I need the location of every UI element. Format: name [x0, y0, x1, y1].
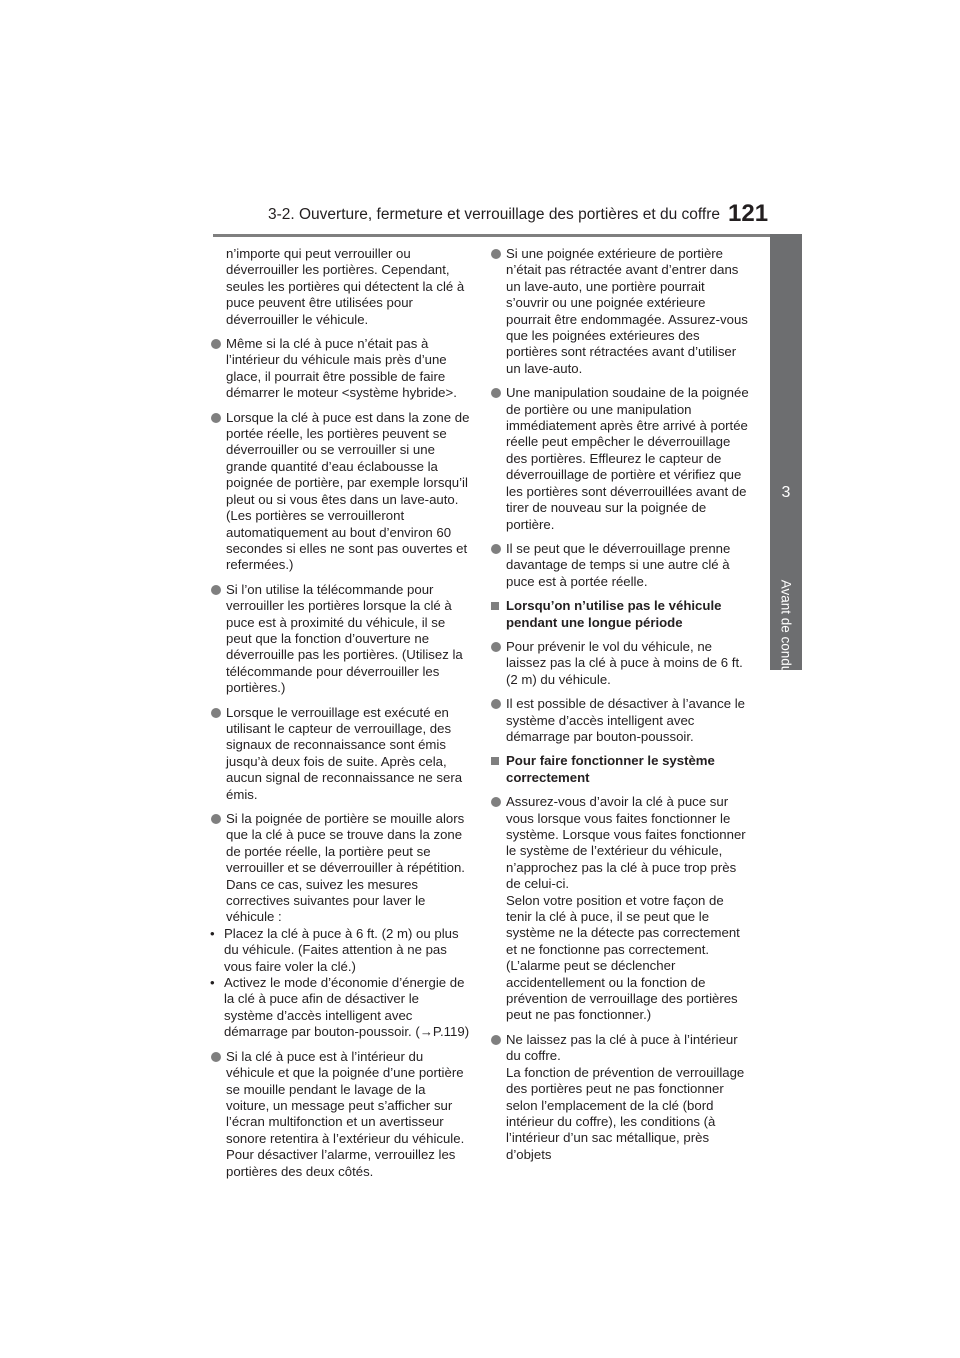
- dot-icon: •: [210, 925, 215, 941]
- sub-item: • Placez la clé à puce à 6 ft. (2 m) ou plus du véhicule. (Faites attention à ne pas vous faire voler la clé.): [210, 925, 459, 974]
- header-rule: [213, 234, 801, 237]
- bullet-icon: [491, 699, 501, 709]
- list-item: Si la poignée de portière se mouille alors que la clé à puce se trouve dans la zone de portée réelle, la portière peut se verrouiller et se déverrouiller à répétition. Dans ce cas, suivez les mesures correctives suivantes pour laver le véhicule : • Placez la clé à puce à 6 ft. (2 m) ou plus du véhicule. (Faites attention à ne pas vous faire voler la clé.) • Activez le mode d’économie d’énergie de la clé à puce afin de désactiver le système d’accès intelligent avec démarrage par bouton-poussoir. (→P.119): [210, 811, 470, 1040]
- dot-icon: •: [210, 975, 215, 991]
- sub-item: • Activez le mode d’économie d’énergie de la clé à puce afin de désactiver le système d’accès intelligent avec démarrage par bouton-poussoir. (→P.119): [210, 975, 470, 1040]
- bullet-icon: [491, 388, 501, 398]
- page-number: 121: [728, 200, 769, 227]
- list-item: Si l’on utilise la télécommande pour verrouiller les portières lorsque la clé à puce est à proximité du véhicule, il se peut que la fonction d’ouverture ne déverrouille pas les portières. (Utilisez la télécommande pour déverrouiller les portières.): [210, 582, 470, 697]
- bullet-icon: [491, 1035, 501, 1045]
- square-bullet-icon: [491, 602, 499, 610]
- section-title: 3-2. Ouverture, fermeture et verrouillage des portières et du coffre: [267, 206, 720, 223]
- chapter-number: 3: [781, 484, 791, 501]
- bullet-icon: [491, 797, 501, 807]
- list-item: Pour prévenir le vol du véhicule, ne laissez pas la clé à puce à moins de 6 ft. (2 m) du véhicule.: [490, 639, 750, 688]
- list-item: Même si la clé à puce n’était pas à l’intérieur du véhicule mais près d’une glace, il pourrait être possible de faire démarrer le moteur <système hybride>.: [210, 336, 470, 402]
- list-item: Lorsque le verrouillage est exécuté en utilisant le capteur de verrouillage, des signaux de reconnaissance sont émis jusqu’à deux fois de suite. Après cela, aucun signal de reconnaissance ne sera émis.: [210, 705, 470, 803]
- list-item: Il se peut que le déverrouillage prenne davantage de temps si une autre clé à puce est à portée réelle.: [490, 541, 750, 590]
- continuation-paragraph: n’importe qui peut verrouiller ou déverrouiller les portières. Cependant, seules les portières qui détectent la clé à puce peuvent être utilisées pour déverrouiller le véhicule.: [226, 246, 465, 327]
- left-column: [210, 246, 470, 1188]
- list-item: Une manipulation soudaine de la poignée de portière ou une manipulation immédiatement après être arrivé à portée réelle peut empêcher le déverrouillage des portières. Effleurez le capteur de déverrouillage de portière et vérifiez que les portières sont déverrouillées avant de tirer de nouveau sur la poignée de portière.: [490, 385, 750, 533]
- bullet-icon: [491, 642, 501, 652]
- bullet-icon: [211, 814, 221, 824]
- square-bullet-icon: [491, 757, 499, 765]
- bullet-icon: [211, 708, 221, 718]
- list-item: Si la clé à puce est à l’intérieur du véhicule et que la poignée d’une portière se mouille pendant le lavage de la voiture, un message peut s’afficher sur l’écran multifonction et un avertisseur sonore retentira à l’extérieur du véhicule. Pour désactiver l’alarme, verrouillez les portières des deux côtés.: [210, 1049, 470, 1180]
- bullet-icon: [211, 585, 221, 595]
- bullet-icon: [491, 544, 501, 554]
- section-heading: Lorsqu’on n’utilise pas le véhicule pendant une longue période: [490, 598, 750, 631]
- list-item: Lorsque la clé à puce est dans la zone de portée réelle, les portières peuvent se déverrouiller ou se verrouiller si une grande quantité d’eau éclabousse la poignée de portière, par exemple lorsqu’il pleut ou si vous êtes dans un lave-auto. (Les portières se verrouilleront automatiquement au bout d’environ 60 secondes si elles ne sont pas ouvertes et refermées.): [210, 410, 470, 574]
- list-item: Assurez-vous d’avoir la clé à puce sur vous lorsque vous faites fonctionner le système. Lorsque vous faites fonctionner le système de l’extérieur du véhicule, n’approchez pas la clé à puce trop près de celui-ci. Selon votre position et votre façon de tenir la clé à puce, il se peut que le système ne la détecte pas correctement et ne fonctionne pas correctement. (L’alarme peut se déclencher accidentellement ou la fonction de prévention de verrouillage des portières peut ne pas fonctionner.): [490, 794, 750, 1024]
- list-item: Il est possible de désactiver à l’avance le système d’accès intelligent avec démarrage par bouton-poussoir.: [490, 696, 750, 745]
- right-column: [490, 246, 750, 1171]
- list-item: Ne laissez pas la clé à puce à l’intérieur du coffre. La fonction de prévention de verrouillage des portières peut ne pas fonctionner selon l’emplacement de la clé (bord intérieur du coffre), les conditions (à l’intérieur d’un sac métallique, près d’objets: [490, 1032, 750, 1163]
- chapter-label: Avant de conduire: [778, 579, 794, 689]
- bullet-icon: [211, 1052, 221, 1062]
- bullet-icon: [211, 413, 221, 423]
- list-item: Si une poignée extérieure de portière n’était pas rétractée avant d’entrer dans un lave-auto, une portière pourrait s’ouvrir ou une poignée extérieure pourrait être endommagée. Assurez-vous que les poignées extérieures des portières sont rétractées avant d’utiliser un lave-auto.: [490, 246, 750, 377]
- bullet-icon: [491, 249, 501, 259]
- bullet-icon: [211, 339, 221, 349]
- section-heading: Pour faire fonctionner le système correctement: [490, 753, 750, 786]
